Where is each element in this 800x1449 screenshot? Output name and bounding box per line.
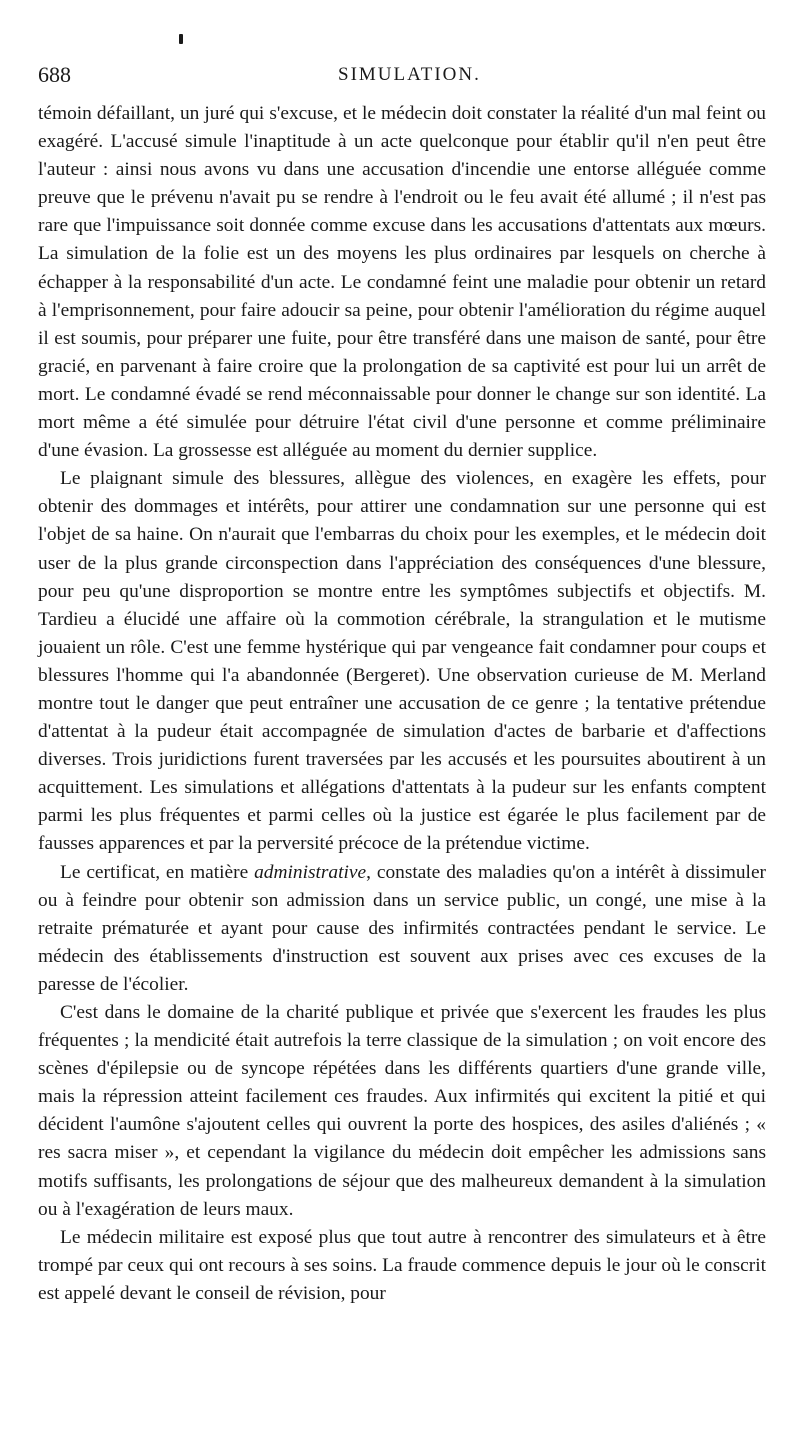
paragraph-1: témoin défaillant, un juré qui s'excuse, et le médecin doit constater la réalité d'un mal feint ou exagéré. L'accusé simule l'inaptitude à un acte quelconque pour établir qu'il n'en peut être l'auteur : ainsi nous avons vu dans une accusation d'incendie une entorse alléguée comme preuve que le prévenu n'avait pu se rendre à l'endroit ou le feu avait été allumé ; il n'est pas rare que l'impuissance soit donnée comme excuse dans les accusations d'attentats aux mœurs. La simulation de la folie est un des moyens les plus ordinaires par lesquels on cherche à échapper à la responsabilité d'un acte. Le condamné feint une maladie pour obtenir un retard à l'emprisonnement, pour faire adoucir sa peine, pour obtenir l'amélioration du régime auquel il est soumis, pour préparer une fuite, pour être transféré dans une maison de santé, pour être gracié, en parvenant à faire croire que la prolongation de sa captivité est pour lui un arrêt de mort. Le condamné évadé se rend méconnaissable pour donner le change sur son identité. La mort même a été simulée pour détruire l'état civil d'une personne et comme préliminaire d'une évasion. La grossesse est alléguée au moment du dernier supplice. [38, 103, 766, 462]
paragraph-3-end: , constate des maladies qu'on a intérêt à dissimuler ou à feindre pour obtenir son admission dans un service public, un congé, une mise à la retraite prématurée et ayant pour cause des infirmités contractées pendant le service. Le médecin des établissements d'instruction est souvent aux prises avec ces excuses de la paresse de l'écolier. [38, 861, 767, 995]
paragraph-2: Le plaignant simule des blessures, allègue des violences, en exagère les effets, pour obtenir des dommages et intérêts, pour attirer une condamnation sur une personne qui est l'objet de sa haine. On n'aurait que l'embarras du choix pour les exemples, et le médecin doit user de la plus grande circonspection dans l'appréciation des conséquences d'une blessure, pour peu qu'une disproportion se montre entre les symptômes subjectifs et objectifs. M. Tardieu a élucidé une affaire où la commotion cérébrale, la strangulation et le mutisme jouaient un rôle. C'est une femme hystérique qui par vengeance fait condamner pour coups et blessures l'homme qui l'a abandonnée (Bergeret). Une observation curieuse de M. Merland montre tout le danger que peut entraîner une accusation de ce genre ; la tentative prétendue d'attentat à la pudeur était accompagnée de simulation d'actes de barbarie et d'affections diverses. Trois juridictions furent traversées par les accusés et les poursuites aboutirent à un acquittement. Les simulations et allégations d'attentats à la pudeur sur les enfants comptent parmi les plus fréquentes et parmi celles où la justice est égarée le plus facilement par de fausses apparences et par la perversité précoce de la prétendue victime. [38, 468, 766, 855]
body-text [38, 100, 766, 1308]
paragraph-3-italic: administrative [254, 861, 367, 883]
ink-speck [179, 34, 183, 44]
paragraph-3-start: Le certificat, en matière [60, 861, 255, 883]
paragraph-5: Le médecin militaire est exposé plus que tout autre à rencontrer des simulateurs et à être trompé par ceux qui ont recours à ses soins. La fraude commence depuis le jour où le conscrit est appelé devant le conseil de révision, pour [38, 1226, 766, 1304]
paragraph-3 [38, 859, 766, 999]
running-title: SIMULATION. [338, 64, 481, 85]
page-number: 688 [38, 62, 71, 87]
running-head [38, 62, 768, 88]
paragraph-4: C'est dans le domaine de la charité publique et privée que s'exercent les fraudes les plus fréquentes ; la mendicité était autrefois la terre classique de la simulation ; on voit encore des scènes d'épilepsie ou de syncope répétées dans les différents quartiers d'une grande ville, mais la répression atteint facilement ces fraudes. Aux infirmités qui excitent la pitié et qui décident l'aumône s'ajoutent celles qui ouvrent la porte des hospices, des asiles d'aliénés ; « res sacra miser », et cependant la vigilance du médecin doit empêcher les admissions sans motifs suffisants, les prolongations de séjour que des malheureux demandent à la simulation ou à l'exagération de leurs maux. [38, 1002, 766, 1220]
